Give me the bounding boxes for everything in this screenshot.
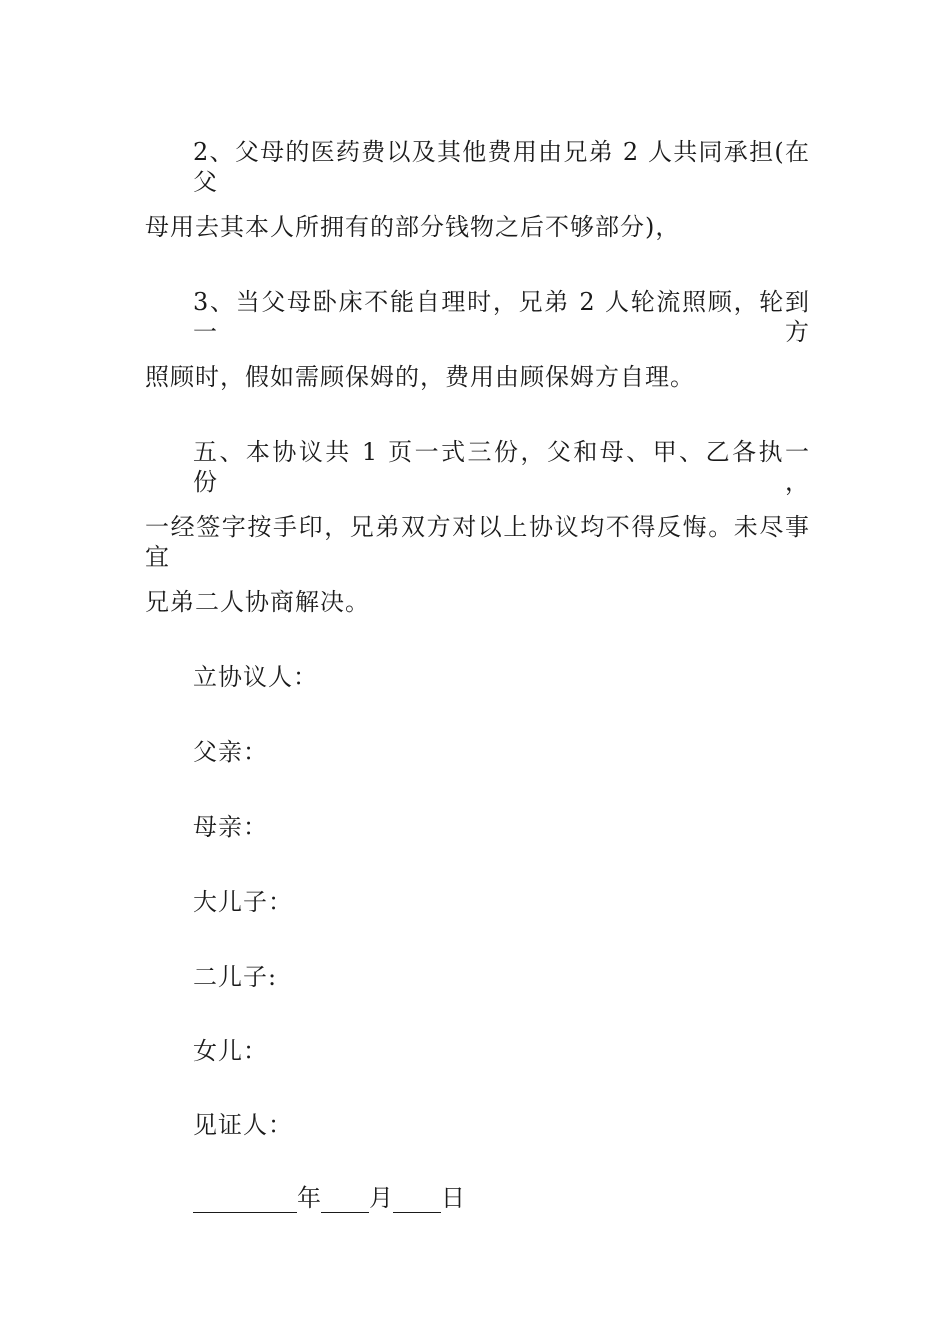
paragraph-5-line-2: 一经签字按手印，兄弟双方对以上协议均不得反悔。未尽事宜 [145,513,810,571]
month-blank [321,1186,369,1213]
day-label: 日 [441,1184,465,1212]
signature-elder-son-label: 大儿子： [193,888,293,916]
year-label: 年 [297,1184,321,1212]
signature-daughter-label: 女儿： [193,1037,268,1065]
paragraph-3-line-1: 3、当父母卧床不能自理时，兄弟 2 人轮流照顾，轮到一方 [193,288,810,346]
day-blank [393,1186,441,1213]
signature-witness-label: 见证人： [193,1111,293,1139]
paragraph-3-line-2: 照顾时，假如需顾保姆的，费用由顾保姆方自理。 [145,363,695,391]
date-line [193,1181,465,1213]
signature-mother-label: 母亲： [193,813,268,841]
signature-party-label: 立协议人： [193,663,318,691]
paragraph-5-line-3: 兄弟二人协商解决。 [145,588,370,616]
paragraph-2-line-1: 2、父母的医药费以及其他费用由兄弟 2 人共同承担(在父 [193,138,810,196]
paragraph-5-line-1: 五、本协议共 1 页一式三份，父和母、甲、乙各执一份， [193,438,810,496]
signature-father-label: 父亲： [193,738,268,766]
paragraph-2-line-2: 母用去其本人所拥有的部分钱物之后不够部分)， [145,213,681,241]
year-blank [193,1186,297,1213]
month-label: 月 [369,1184,393,1212]
signature-second-son-label: 二儿子: [193,963,278,991]
